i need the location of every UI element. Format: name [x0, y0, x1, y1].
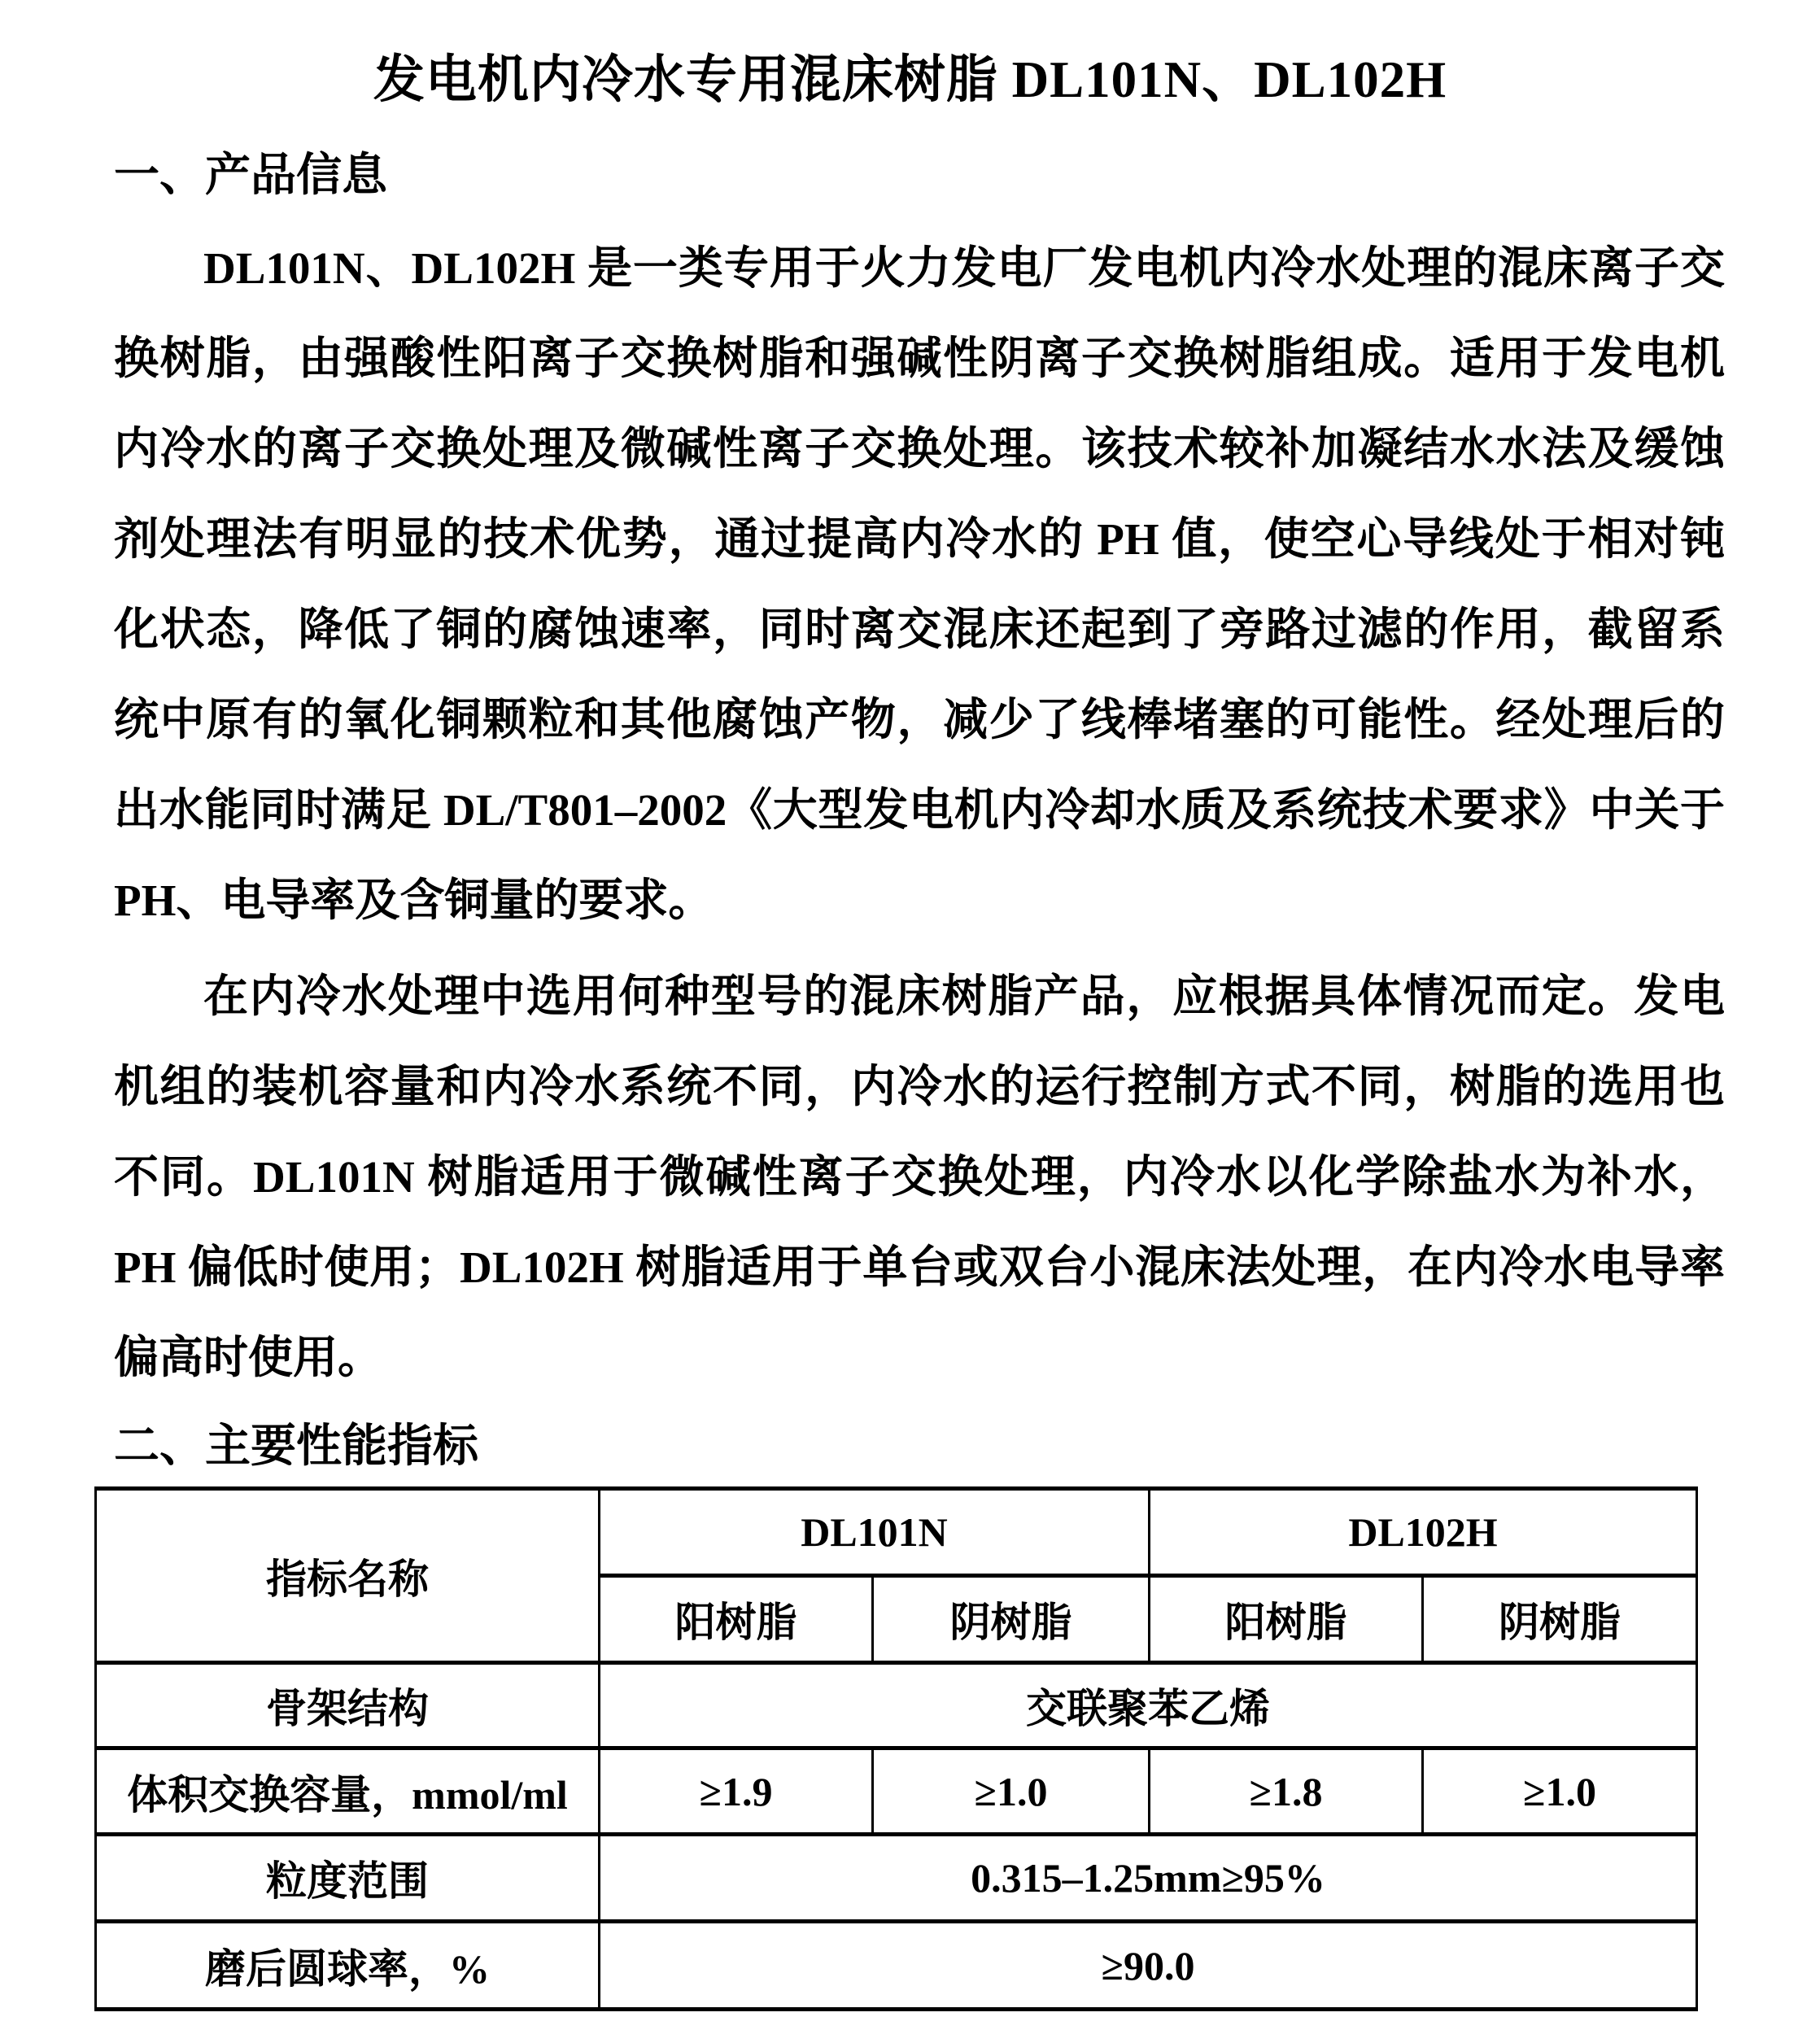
performance-table [94, 1486, 1698, 2011]
paragraph-line: DL101N、DL102H 是一类专用于火力发电厂发电机内冷水处理的混床离子交 [203, 243, 1725, 293]
section1-heading: 一、产品信息 [114, 151, 387, 201]
table-header-indicator-name: 指标名称 [96, 1489, 600, 1663]
paragraph-1 [114, 223, 1725, 945]
table-row-sphericity-after-attrition [96, 1922, 1697, 2010]
table-row-volume-exchange-capacity [96, 1748, 1697, 1835]
paragraph-line: 统中原有的氧化铜颗粒和其他腐蚀产物，减少了线棒堵塞的可能性。经处理后的 [114, 695, 1725, 744]
document-title: 发电机内冷水专用混床树脂 DL101N、DL102H [373, 51, 1447, 108]
row-label: 体积交换容量，mmol/ml [96, 1748, 600, 1835]
table-header-group-dl101n: DL101N [600, 1489, 1150, 1576]
paragraph-line: 剂处理法有明显的技术优势，通过提高内冷水的 PH 值，使空心导线处于相对钝 [114, 514, 1725, 564]
performance-table-container [94, 1486, 1696, 2011]
table-header-anion-resin-1: 阴树脂 [873, 1576, 1150, 1663]
row-value: ≥1.0 [873, 1748, 1150, 1835]
paragraph-line: 不同。DL101N 树脂适用于微碱性离子交换处理，内冷水以化学除盐水为补水， [114, 1152, 1725, 1202]
paragraph-2 [114, 951, 1725, 1403]
paragraph-line: 出水能同时满足 DL/T801–2002《大型发电机内冷却水质及系统技术要求》中关于 [114, 785, 1725, 835]
section2-heading: 二、主要性能指标 [114, 1421, 478, 1472]
row-value: ≥1.8 [1150, 1748, 1423, 1835]
table-row-particle-size-range [96, 1835, 1697, 1922]
paragraph-line: PH 偏低时使用；DL102H 树脂适用于单台或双台小混床法处理，在内冷水电导率 [114, 1242, 1725, 1292]
paragraph-line: 换树脂，由强酸性阳离子交换树脂和强碱性阴离子交换树脂组成。适用于发电机 [114, 334, 1725, 383]
table-header-cation-resin-2: 阳树脂 [1150, 1576, 1423, 1663]
paragraph-line: PH、电导率及含铜量的要求。 [114, 875, 714, 925]
table-row-skeleton-structure [96, 1663, 1697, 1748]
paragraph-line: 偏高时使用。 [114, 1333, 383, 1382]
row-value-span: 交联聚苯乙烯 [600, 1663, 1697, 1748]
row-value-span: 0.315–1.25mm≥95% [600, 1835, 1697, 1922]
table-header-row-groups [96, 1489, 1697, 1576]
row-value-span: ≥90.0 [600, 1922, 1697, 2010]
row-label: 骨架结构 [96, 1663, 600, 1748]
paragraph-line: 在内冷水处理中选用何种型号的混床树脂产品，应根据具体情况而定。发电 [203, 971, 1725, 1021]
paragraph-line: 内冷水的离子交换处理及微碱性离子交换处理。该技术较补加凝结水水法及缓蚀 [114, 424, 1725, 474]
row-label: 粒度范围 [96, 1835, 600, 1922]
table-header-cation-resin-1: 阳树脂 [600, 1576, 873, 1663]
row-value: ≥1.9 [600, 1748, 873, 1835]
row-label: 磨后圆球率，% [96, 1922, 600, 2010]
table-header-anion-resin-2: 阴树脂 [1423, 1576, 1697, 1663]
paragraph-line: 机组的装机容量和内冷水系统不同，内冷水的运行控制方式不同，树脂的选用也 [114, 1062, 1725, 1111]
table-header-group-dl102h: DL102H [1150, 1489, 1697, 1576]
paragraph-line: 化状态，降低了铜的腐蚀速率，同时离交混床还起到了旁路过滤的作用，截留系 [114, 605, 1725, 654]
row-value: ≥1.0 [1423, 1748, 1697, 1835]
